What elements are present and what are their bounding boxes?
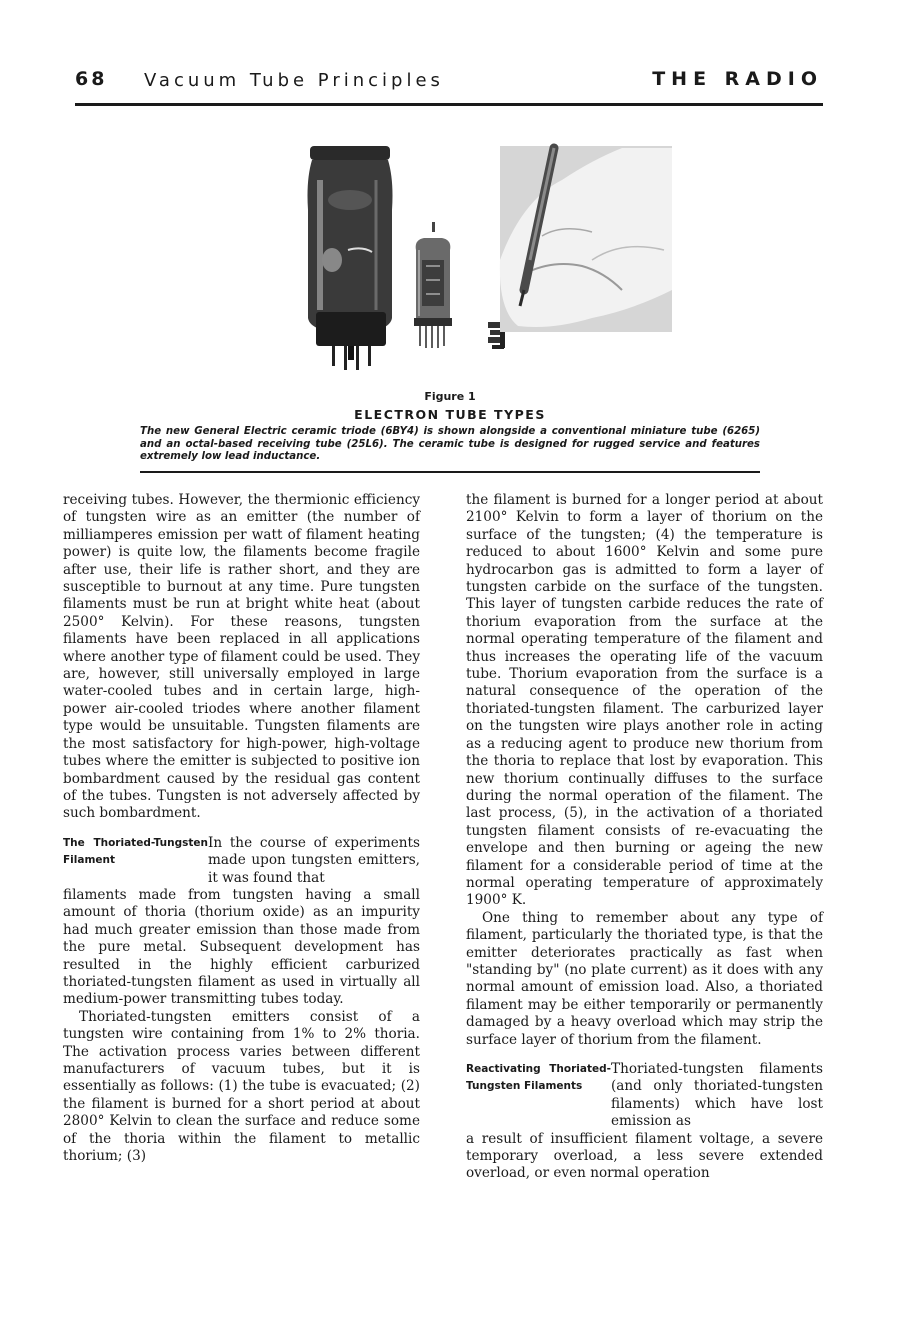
octal-tube-illustration [308, 146, 393, 370]
figure-label: Figure 1 [424, 390, 476, 403]
header-rule [75, 103, 823, 106]
sidehead-thoriated-tungsten [63, 835, 420, 887]
sidehead-reactivating [466, 1061, 823, 1131]
figure-title: ELECTRON TUBE TYPES [354, 407, 546, 422]
left-paragraph-3: Thoriated-tungsten emitters consist of a tungsten wire containing from 1% to 2% thoria. The activation process varies between different manufacturers of vacuum tubes, but it is essentially as follows: (1) the tube is evacuated; (2) the filament is burned for a short period at about 2800° Kelvin to clean the surface and reduce some of the thoria within the filament to metallic thorium; (3) [63, 1008, 420, 1165]
hand-holding-pen-illustration [500, 146, 672, 332]
right-paragraph-3: a result of insufficient filament voltage, a severe temporary overload, a less severe extended overload, or even normal operation [466, 1130, 823, 1182]
page-header [75, 68, 823, 98]
book-title: THE RADIO [652, 68, 823, 90]
sidehead-text: Thoriated-tungsten filaments (and only thoriated-tungsten filaments) which have lost emission as [611, 1061, 823, 1130]
right-paragraph-1: the filament is burned for a longer period at about 2100° Kelvin to form a layer of thorium on the surface of the tungsten; (4) the temperature is reduced to about 1600° Kelvin and some pure hydrocarbon gas is admitted to form a layer of tungsten carbide on the surface of the tungsten. This layer of tungsten carbide reduces the rate of thorium evaporation from the surface at the normal operating temperature of the filament and thus increases the operating life of the vacuum tube. Thorium evaporation from the surface is a natural consequence of the operation of the thoriated-tungsten filament. The carburized layer on the tungsten wire plays another role in acting as a reducing agent to produce new thorium from the thoria to replace that lost by evaporation. This new thorium continually diffuses to the surface during the normal operation of the filament. The last process, (5), in the activation of a thoriated tungsten filament consists of re-evacuating the envelope and then burning or ageing the new filament for a considerable period of time at the normal operating temperature of approximately 1900° K. [466, 492, 823, 909]
figure-caption [140, 390, 760, 464]
sidehead-label: The Thoriated-Tungsten Filament [63, 836, 208, 867]
electron-tube-photo [292, 140, 672, 378]
right-paragraph-2: One thing to remember about any type of filament, particularly the thoriated type, is that the emitter deteriorates practically as fast when "standing by" (no plate current) as it does with any normal amount of emission load. Also, a thoriated filament may be either temporarily or permanently damaged by a heavy overload which may strip the surface layer of thorium from the filament. [466, 909, 823, 1048]
caption-rule [140, 471, 760, 473]
figure-description: The new General Electric ceramic triode (6BY4) is shown alongside a conventional miniature tube (6265) and an octal-based receiving tube (25L6). The ceramic tube is designed for rugged service and features extremely low lead inductance. [140, 426, 760, 462]
sidehead-label: Reactivating Thoriated-Tungsten Filaments [466, 1063, 611, 1093]
miniature-tube-illustration [414, 222, 452, 348]
page-number: 68 [75, 68, 108, 90]
left-paragraph-1: receiving tubes. However, the thermionic efficiency of tungsten wire as an emitter (the number of milliamperes emission per watt of filament heating power) is quite low, the filaments become fragile after use, their life is rather short, and they are susceptible to burnout at any time. Pure tungsten filaments must be run at bright white heat (about 2500° Kelvin). For these reasons, tungsten filaments have been replaced in all applications where another type of filament could be used. They are, however, still universally employed in large water-cooled tubes and in certain large, high-power air-cooled triodes where another filament type would be unsuitable. Tungsten filaments are the most satisfactory for high-power, high-voltage tubes where the emitter is subjected to positive ion bombardment caused by the residual gas content of the tubes. Tungsten is not adversely affected by such bombardment. [63, 492, 420, 822]
left-column [63, 492, 420, 1165]
right-column [466, 492, 823, 1183]
left-paragraph-2: filaments made from tungsten having a small amount of thoria (thorium oxide) as an impurity had much greater emission than those made from the pure metal. Subsequent development has resulted in the highly efficient carburized thoriated-tungsten filament as used in virtually all medium-power transmitting tubes today. [63, 886, 420, 1008]
sidehead-text: In the course of experiments made upon tungsten emitters, it was found that [208, 834, 420, 886]
running-title: Vacuum Tube Principles [144, 70, 444, 91]
